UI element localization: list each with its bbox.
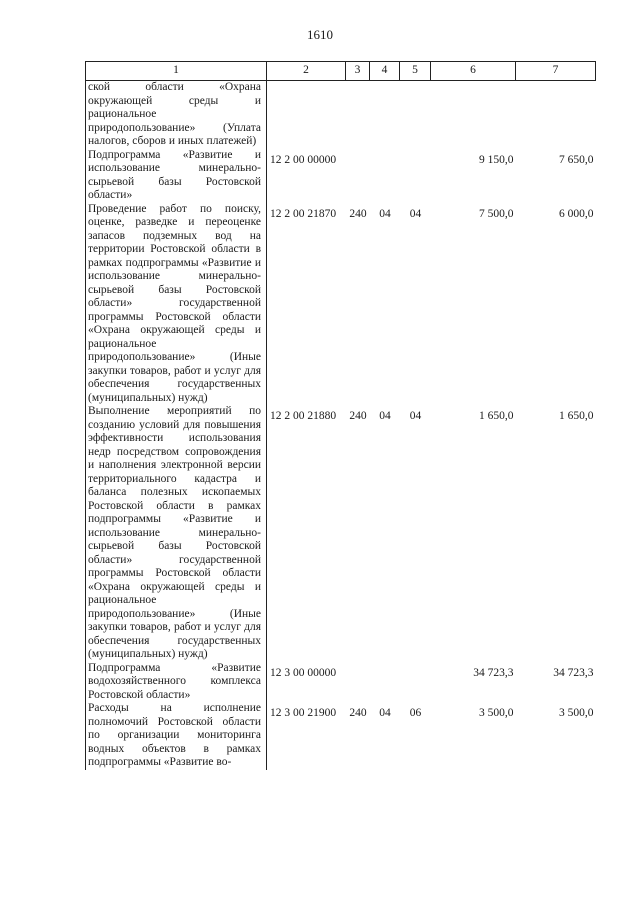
column-header-7: 7 [516, 62, 596, 81]
row-value-col6: 1 650,0 [479, 410, 514, 422]
row-description: Подпрограмма «Развитие водохозяйственного комплекса Ростовской области» [88, 661, 261, 701]
row-rz [370, 662, 400, 703]
row-rz [370, 149, 400, 203]
row-code [267, 81, 346, 149]
row-description: Проведение работ по поиску, оценке, разведке и переоценке запасов подземных вод на территории Ростовской области в рамках подпрограммы «Развитие и использование минерально-сырьевой базы Ростовской области» государственной программы Ростовской области «Охрана окружающей среды и рациональное природопользование» (Иные закупки товаров, работ и услуг для обеспечения государственных (муниципальных) нужд) [88, 202, 261, 404]
row-value-col6 [431, 81, 516, 149]
budget-table [85, 61, 596, 770]
column-header-2: 2 [267, 62, 346, 81]
row-pr: 04 [409, 410, 422, 422]
row-code: 12 2 00 21870 [270, 207, 337, 220]
column-header-4: 4 [370, 62, 400, 81]
row-kvr [346, 662, 370, 703]
row-pr [400, 81, 431, 149]
row-pr: 06 [409, 707, 422, 719]
column-header-3: 3 [346, 62, 370, 81]
column-header-5: 5 [400, 62, 431, 81]
row-value-col7: 6 000,0 [559, 207, 594, 220]
row-value-col6: 3 500,0 [479, 707, 514, 719]
table-row [86, 405, 596, 662]
row-code: 12 3 00 21900 [270, 707, 337, 719]
row-description: Подпрограмма «Развитие и использование минерально-сырьевой базы Ростовской области» [88, 148, 261, 201]
row-code: 12 2 00 00000 [270, 153, 337, 166]
row-description: Расходы на исполнение полномочий Ростовской области по организации мониторинга водных объектов в рамках подпрограммы «Развитие во- [88, 702, 261, 768]
row-value-col6: 9 150,0 [479, 153, 514, 166]
row-value-col7: 34 723,3 [553, 666, 594, 679]
row-rz: 04 [379, 207, 391, 220]
row-value-col7: 7 650,0 [559, 153, 594, 166]
table-row [86, 662, 596, 703]
row-description: Выполнение мероприятий по созданию условий для повышения эффективности использования недр посредством сопровождения и наполнения электронной версии территориального кадастра и баланса полезных ископаемых Ростовской области в рамках подпрограммы «Развитие и использование минерально-сырьевой базы Ростовской области» государственной программы Ростовской области «Охрана окружающей среды и рациональное природопользование» (Иные закупки товаров, работ и услуг для обеспечения государственных (муниципальных) нужд) [88, 405, 261, 660]
table-row [86, 702, 596, 770]
row-pr [400, 662, 431, 703]
row-rz: 04 [379, 707, 391, 719]
row-value-col7 [516, 81, 596, 149]
row-value-col6: 7 500,0 [479, 207, 514, 220]
row-rz [370, 81, 400, 149]
row-kvr [346, 149, 370, 203]
row-kvr: 240 [349, 410, 367, 422]
table-row [86, 203, 596, 406]
row-value-col7: 1 650,0 [559, 410, 594, 422]
row-value-col6: 34 723,3 [473, 666, 514, 679]
row-kvr: 240 [349, 207, 367, 220]
column-header-1: 1 [86, 62, 267, 81]
row-kvr [346, 81, 370, 149]
table-row [86, 81, 596, 149]
row-rz: 04 [379, 410, 391, 422]
row-kvr: 240 [349, 707, 367, 719]
table-header-row [86, 62, 596, 81]
table-row [86, 149, 596, 203]
page-number: 1610 [307, 27, 333, 42]
row-description: ской области «Охрана окружающей среды и рациональное природопользование» (Уплата налогов, сборов и иных платежей) [88, 81, 261, 147]
row-value-col7: 3 500,0 [559, 707, 594, 719]
row-code: 12 3 00 00000 [270, 666, 337, 679]
row-pr [400, 149, 431, 203]
row-code: 12 2 00 21880 [270, 410, 337, 422]
column-header-6: 6 [431, 62, 516, 81]
row-pr: 04 [409, 207, 422, 220]
